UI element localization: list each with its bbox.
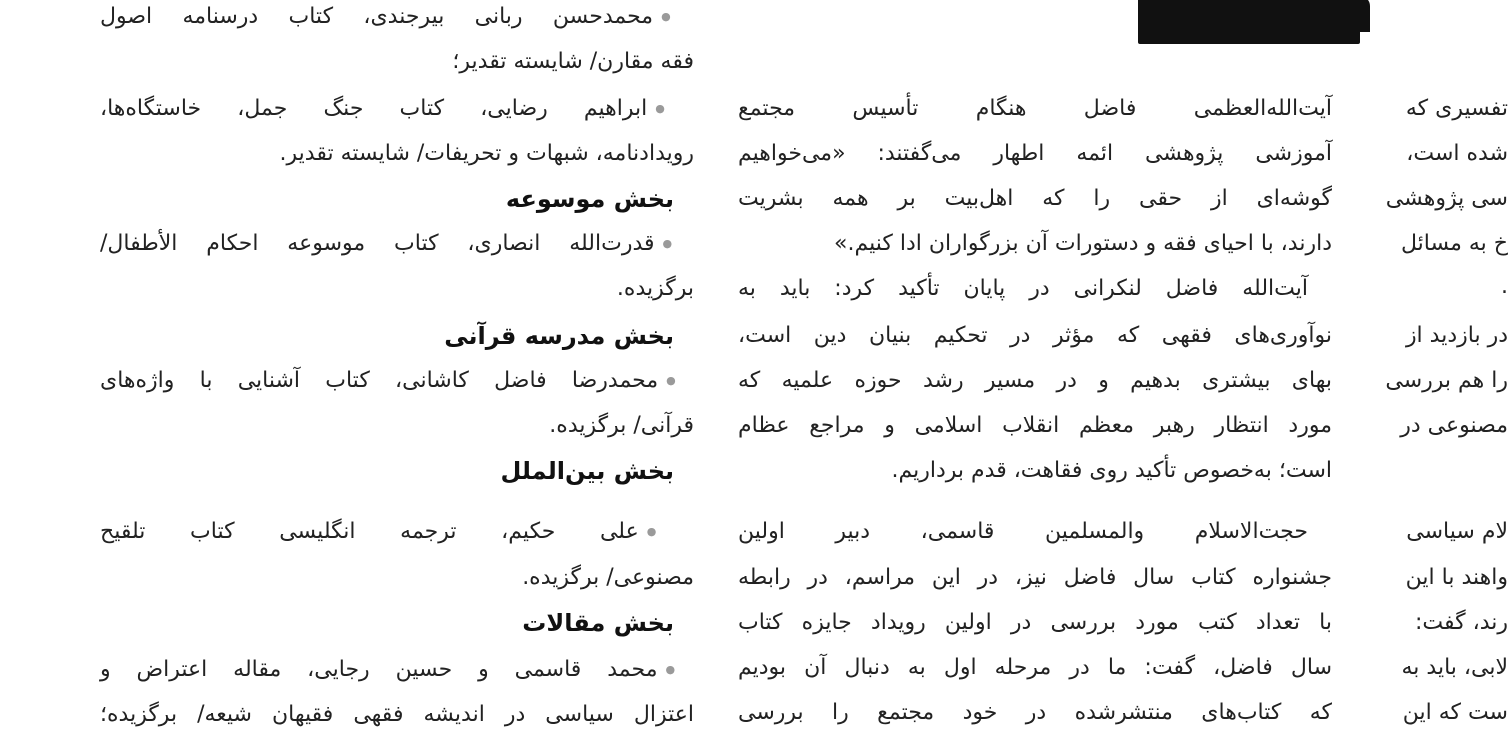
bullet-icon xyxy=(658,368,694,393)
text-line: قرآنی/ برگزیده. xyxy=(549,413,694,438)
award-entry: ابراهیم رضایی، کتاب جنگ جمل، خاستگاه‌ها، xyxy=(100,96,648,121)
text-line: مورد انتظار رهبر معظم انقلاب اسلامی و مراجع عظام xyxy=(738,413,1332,438)
text-line: آیت‌الله‌العظمی فاضل هنگام تأسیس مجتمع xyxy=(738,96,1332,121)
award-entry: علی حکیم، ترجمه انگلیسی کتاب تلقیح xyxy=(100,519,639,544)
text-line: برگزیده. xyxy=(616,276,694,301)
text-line: رند، گفت: xyxy=(1414,610,1508,635)
text-line: خ به مسائل xyxy=(1400,231,1508,256)
text-line: را هم بررسی xyxy=(1385,368,1508,393)
text-line: لابی، باید به xyxy=(1401,655,1508,680)
text-line xyxy=(100,224,694,264)
text-line: فقه مقارن/ شایسته تقدیر؛ xyxy=(452,49,694,74)
right-column xyxy=(1348,0,1508,726)
bullet-icon xyxy=(647,96,694,121)
text-line: شده است، xyxy=(1406,141,1508,166)
text-line xyxy=(100,0,694,37)
text-line: آیت‌الله فاضل لنکرانی در پایان تأکید کرد: باید به xyxy=(738,276,1308,301)
text-line: با تعداد کتب مورد بررسی در اولین رویداد جایزه کتاب xyxy=(738,610,1332,635)
bullet-icon xyxy=(655,231,694,256)
bullet-icon xyxy=(657,657,694,682)
section-heading: بخش مدرسه قرآنی xyxy=(444,322,674,350)
bullet-icon xyxy=(639,519,694,544)
text-line: سی پژوهشی xyxy=(1385,186,1508,211)
section-heading: بخش بین‌الملل xyxy=(500,457,674,485)
text-line xyxy=(100,361,694,401)
text-line: بهای بیشتری بدهیم و در مسیر رشد حوزه علمیه که xyxy=(738,368,1332,393)
text-line: نوآوری‌های فقهی که مؤثر در تحکیم بنیان دین است، xyxy=(738,323,1332,348)
text-line: واهند با این xyxy=(1405,565,1508,590)
section-heading: بخش مقالات xyxy=(522,609,674,637)
left-column xyxy=(100,0,694,726)
text-line: در بازدید از xyxy=(1405,323,1508,348)
bullet-icon xyxy=(653,4,694,29)
text-line: گوشه‌ای از حقی را که اهل‌بیت بر همه بشریت xyxy=(738,186,1332,211)
text-line: سال فاضل، گفت: ما در مرحله اول به دنبال آن بودیم xyxy=(738,655,1332,680)
text-line: است؛ به‌خصوص تأکید روی فقاهت، قدم برداریم. xyxy=(891,458,1332,483)
text-line: حجت‌الاسلام والمسلمین قاسمی، دبیر اولین xyxy=(738,519,1308,544)
award-entry: محمدحسن ربانی بیرجندی، کتاب درسنامه اصول xyxy=(100,4,654,29)
text-line: مصنوعی در xyxy=(1400,413,1508,438)
text-line: آموزشی پژوهشی ائمه اطهار می‌گفتند: «می‌خواهیم xyxy=(738,141,1332,166)
text-line xyxy=(100,512,694,552)
section-heading: بخش موسوعه xyxy=(505,185,674,213)
text-line: رویدادنامه، شبهات و تحریفات/ شایسته تقدیر. xyxy=(279,141,694,166)
text-line: جشنواره کتاب سال فاضل نیز، در این مراسم، در رابطه xyxy=(738,565,1332,590)
text-line: مصنوعی/ برگزیده. xyxy=(522,565,694,590)
award-entry: محمدرضا فاضل کاشانی، کتاب آشنایی با واژه‌های xyxy=(100,368,659,393)
text-line: اعتزال سیاسی در اندیشه فقهی فقیهان شیعه/ برگزیده؛ xyxy=(100,702,694,727)
text-line: . xyxy=(1501,274,1508,299)
text-line: دارند، با احیای فقه و دستورات آن بزرگواران ادا کنیم.» xyxy=(834,231,1332,256)
text-line: که کتاب‌های منتشرشده در خود مجتمع را بررسی xyxy=(738,700,1332,725)
award-entry: قدرت‌الله انصاری، کتاب موسوعه احکام الأطفال/ xyxy=(100,231,655,256)
text-line xyxy=(100,650,694,690)
middle-column xyxy=(738,0,1332,726)
text-line: ست که این xyxy=(1402,700,1508,725)
text-line xyxy=(100,89,694,129)
award-entry: محمد قاسمی و حسین رجایی، مقاله اعتراض و xyxy=(100,657,658,682)
text-line: لام سیاسی xyxy=(1406,519,1508,544)
text-line: تفسیری که xyxy=(1405,96,1508,121)
